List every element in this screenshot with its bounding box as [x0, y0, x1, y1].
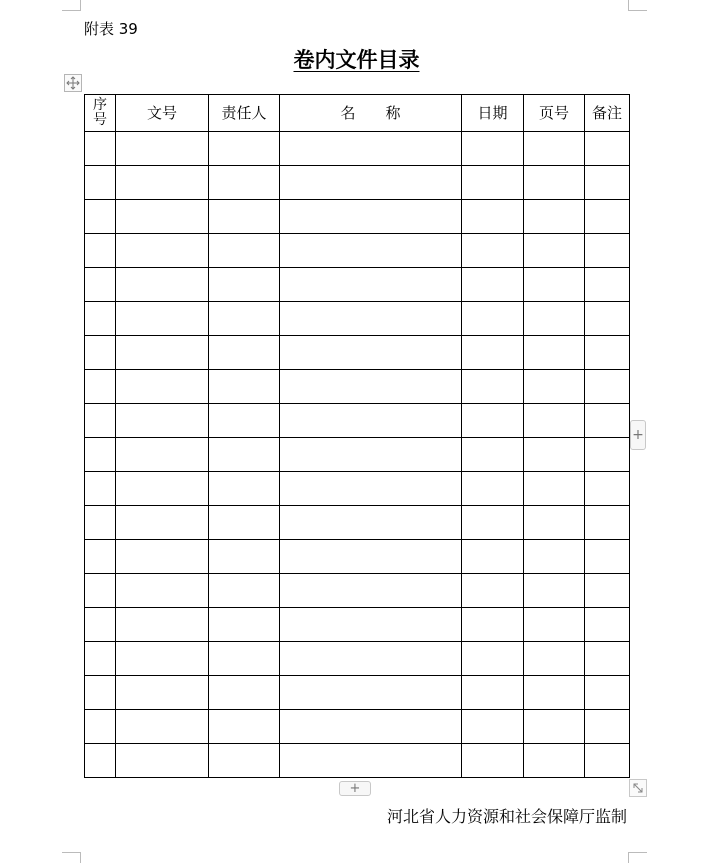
- table-row: [85, 744, 630, 778]
- table-cell-page_no[interactable]: [524, 472, 585, 506]
- table-cell-remarks[interactable]: [585, 302, 630, 336]
- table-cell-page_no[interactable]: [524, 370, 585, 404]
- table-cell-page_no[interactable]: [524, 574, 585, 608]
- table-cell-page_no[interactable]: [524, 744, 585, 778]
- table-cell-page_no[interactable]: [524, 166, 585, 200]
- table-cell-responsible[interactable]: [209, 302, 280, 336]
- resize-diagonal-icon: [630, 780, 646, 796]
- table-cell-remarks[interactable]: [585, 506, 630, 540]
- table-cell-date[interactable]: [462, 268, 524, 302]
- table-cell-doc_no[interactable]: [116, 404, 209, 438]
- table-cell-seq[interactable]: [85, 744, 116, 778]
- table-cell-doc_no[interactable]: [116, 472, 209, 506]
- table-cell-doc_no[interactable]: [116, 268, 209, 302]
- table-cell-responsible[interactable]: [209, 404, 280, 438]
- table-cell-remarks[interactable]: [585, 268, 630, 302]
- table-cell-responsible[interactable]: [209, 132, 280, 166]
- table-cell-page_no[interactable]: [524, 438, 585, 472]
- table-cell-date[interactable]: [462, 574, 524, 608]
- supervision-note: 河北省人力资源和社会保障厅监制: [386, 807, 627, 826]
- table-cell-remarks[interactable]: [585, 744, 630, 778]
- table-row: [85, 710, 630, 744]
- table-cell-doc_no[interactable]: [116, 370, 209, 404]
- table-cell-name[interactable]: [280, 642, 462, 676]
- table-row: [85, 540, 630, 574]
- table-cell-seq[interactable]: [85, 200, 116, 234]
- table-cell-responsible[interactable]: [209, 608, 280, 642]
- table-cell-remarks[interactable]: [585, 200, 630, 234]
- table-row: [85, 166, 630, 200]
- table-cell-date[interactable]: [462, 710, 524, 744]
- table-cell-remarks[interactable]: [585, 710, 630, 744]
- table-cell-page_no[interactable]: [524, 200, 585, 234]
- table-cell-seq[interactable]: [85, 132, 116, 166]
- page-corner-mark-top-left: [62, 0, 81, 11]
- table-cell-name[interactable]: [280, 302, 462, 336]
- table-header-row: [85, 95, 630, 132]
- table-cell-page_no[interactable]: [524, 404, 585, 438]
- table-row: [85, 574, 630, 608]
- table-cell-doc_no[interactable]: [116, 166, 209, 200]
- column-header-seq-line1: 序: [93, 97, 107, 113]
- table-cell-date[interactable]: [462, 472, 524, 506]
- page-corner-mark-top-right: [628, 0, 647, 11]
- table-cell-doc_no[interactable]: [116, 574, 209, 608]
- table-cell-name[interactable]: [280, 506, 462, 540]
- move-arrows-icon: [65, 75, 81, 91]
- table-cell-date[interactable]: [462, 404, 524, 438]
- table-cell-doc_no[interactable]: [116, 676, 209, 710]
- table-cell-page_no[interactable]: [524, 540, 585, 574]
- table-row: [85, 472, 630, 506]
- table-cell-responsible[interactable]: [209, 710, 280, 744]
- table-cell-responsible[interactable]: [209, 506, 280, 540]
- table-cell-doc_no[interactable]: [116, 200, 209, 234]
- plus-icon: +: [632, 427, 644, 443]
- table-cell-responsible[interactable]: [209, 370, 280, 404]
- table-cell-name[interactable]: [280, 472, 462, 506]
- catalog-table: [84, 94, 630, 778]
- table-cell-responsible[interactable]: [209, 336, 280, 370]
- table-cell-remarks[interactable]: [585, 132, 630, 166]
- table-row: [85, 506, 630, 540]
- table-cell-name[interactable]: [280, 200, 462, 234]
- table-cell-date[interactable]: [462, 370, 524, 404]
- table-cell-remarks[interactable]: [585, 234, 630, 268]
- table-cell-remarks[interactable]: [585, 642, 630, 676]
- table-cell-responsible[interactable]: [209, 574, 280, 608]
- table-cell-seq[interactable]: [85, 302, 116, 336]
- table-cell-remarks[interactable]: [585, 574, 630, 608]
- table-cell-page_no[interactable]: [524, 506, 585, 540]
- column-header-remarks: 备注: [585, 95, 630, 132]
- table-cell-seq[interactable]: [85, 404, 116, 438]
- table-body: [85, 132, 630, 778]
- table-cell-responsible[interactable]: [209, 472, 280, 506]
- table-cell-date[interactable]: [462, 336, 524, 370]
- table-cell-seq[interactable]: [85, 336, 116, 370]
- table-cell-responsible[interactable]: [209, 676, 280, 710]
- table-row: [85, 132, 630, 166]
- table-cell-remarks[interactable]: [585, 370, 630, 404]
- table-row: [85, 370, 630, 404]
- table-cell-doc_no[interactable]: [116, 336, 209, 370]
- table-cell-name[interactable]: [280, 608, 462, 642]
- table-cell-page_no[interactable]: [524, 676, 585, 710]
- document-title-text: 卷内文件目录: [293, 47, 420, 72]
- table-cell-remarks[interactable]: [585, 608, 630, 642]
- column-header-name: 名 称: [280, 95, 462, 132]
- table-row: [85, 336, 630, 370]
- table-row: [85, 438, 630, 472]
- add-column-button[interactable]: [630, 420, 646, 450]
- table-cell-responsible[interactable]: [209, 166, 280, 200]
- column-header-doc-no: 文号: [116, 95, 209, 132]
- table-cell-name[interactable]: [280, 540, 462, 574]
- table-cell-remarks[interactable]: [585, 438, 630, 472]
- table-cell-doc_no[interactable]: [116, 642, 209, 676]
- table-row: [85, 234, 630, 268]
- table-cell-responsible[interactable]: [209, 234, 280, 268]
- document-title: [0, 46, 713, 74]
- table-cell-remarks[interactable]: [585, 166, 630, 200]
- table-row: [85, 642, 630, 676]
- table-row: [85, 676, 630, 710]
- table-cell-date[interactable]: [462, 676, 524, 710]
- column-header-date: 日期: [462, 95, 524, 132]
- table-cell-seq[interactable]: [85, 676, 116, 710]
- table-cell-doc_no[interactable]: [116, 132, 209, 166]
- table-cell-seq[interactable]: [85, 642, 116, 676]
- table-cell-date[interactable]: [462, 506, 524, 540]
- table-cell-seq[interactable]: [85, 234, 116, 268]
- table-cell-seq[interactable]: [85, 166, 116, 200]
- table-cell-name[interactable]: [280, 438, 462, 472]
- table-cell-page_no[interactable]: [524, 234, 585, 268]
- table-cell-responsible[interactable]: [209, 642, 280, 676]
- table-cell-name[interactable]: [280, 710, 462, 744]
- table-cell-date[interactable]: [462, 166, 524, 200]
- table-cell-responsible[interactable]: [209, 540, 280, 574]
- table-cell-date[interactable]: [462, 234, 524, 268]
- table-cell-page_no[interactable]: [524, 132, 585, 166]
- table-cell-page_no[interactable]: [524, 302, 585, 336]
- table-cell-remarks[interactable]: [585, 472, 630, 506]
- table-row: [85, 404, 630, 438]
- table-cell-name[interactable]: [280, 744, 462, 778]
- column-header-seq-line2: 号: [93, 112, 107, 128]
- table-cell-doc_no[interactable]: [116, 234, 209, 268]
- table-cell-seq[interactable]: [85, 370, 116, 404]
- table-cell-name[interactable]: [280, 336, 462, 370]
- table-cell-doc_no[interactable]: [116, 438, 209, 472]
- table-cell-seq[interactable]: [85, 506, 116, 540]
- table-cell-remarks[interactable]: [585, 336, 630, 370]
- table-cell-name[interactable]: [280, 370, 462, 404]
- table-cell-page_no[interactable]: [524, 642, 585, 676]
- table-cell-doc_no[interactable]: [116, 710, 209, 744]
- table-cell-doc_no[interactable]: [116, 302, 209, 336]
- table-cell-seq[interactable]: [85, 710, 116, 744]
- table-row: [85, 268, 630, 302]
- table-cell-seq[interactable]: [85, 574, 116, 608]
- table-cell-doc_no[interactable]: [116, 744, 209, 778]
- table-cell-date[interactable]: [462, 200, 524, 234]
- table-cell-responsible[interactable]: [209, 268, 280, 302]
- table-cell-date[interactable]: [462, 540, 524, 574]
- column-header-seq: [85, 95, 116, 132]
- table-cell-name[interactable]: [280, 268, 462, 302]
- table-cell-responsible[interactable]: [209, 744, 280, 778]
- table-cell-date[interactable]: [462, 744, 524, 778]
- table-cell-remarks[interactable]: [585, 540, 630, 574]
- table-cell-page_no[interactable]: [524, 268, 585, 302]
- table-cell-doc_no[interactable]: [116, 608, 209, 642]
- table-cell-doc_no[interactable]: [116, 540, 209, 574]
- table-cell-remarks[interactable]: [585, 404, 630, 438]
- table-cell-name[interactable]: [280, 166, 462, 200]
- table-move-handle[interactable]: [64, 74, 82, 92]
- table-resize-handle[interactable]: [629, 779, 647, 797]
- table-cell-page_no[interactable]: [524, 336, 585, 370]
- table-cell-page_no[interactable]: [524, 608, 585, 642]
- table-cell-responsible[interactable]: [209, 200, 280, 234]
- table-cell-name[interactable]: [280, 676, 462, 710]
- table-cell-seq[interactable]: [85, 608, 116, 642]
- table-cell-remarks[interactable]: [585, 676, 630, 710]
- add-row-button[interactable]: [339, 781, 371, 796]
- column-header-responsible: 责任人: [209, 95, 280, 132]
- table-cell-responsible[interactable]: [209, 438, 280, 472]
- table-cell-name[interactable]: [280, 574, 462, 608]
- plus-icon: +: [349, 781, 361, 796]
- table-row: [85, 608, 630, 642]
- table-cell-date[interactable]: [462, 642, 524, 676]
- table-cell-seq[interactable]: [85, 268, 116, 302]
- column-header-page-no: 页号: [524, 95, 585, 132]
- table-cell-date[interactable]: [462, 438, 524, 472]
- table-cell-doc_no[interactable]: [116, 506, 209, 540]
- table-cell-date[interactable]: [462, 302, 524, 336]
- table-row: [85, 200, 630, 234]
- table-cell-name[interactable]: [280, 132, 462, 166]
- table-cell-name[interactable]: [280, 234, 462, 268]
- table-cell-page_no[interactable]: [524, 710, 585, 744]
- table-row: [85, 302, 630, 336]
- attachment-label: 附表 39: [84, 20, 138, 38]
- table-cell-name[interactable]: [280, 404, 462, 438]
- table-cell-date[interactable]: [462, 132, 524, 166]
- table-cell-seq[interactable]: [85, 472, 116, 506]
- table-cell-date[interactable]: [462, 608, 524, 642]
- table-cell-seq[interactable]: [85, 540, 116, 574]
- table-cell-seq[interactable]: [85, 438, 116, 472]
